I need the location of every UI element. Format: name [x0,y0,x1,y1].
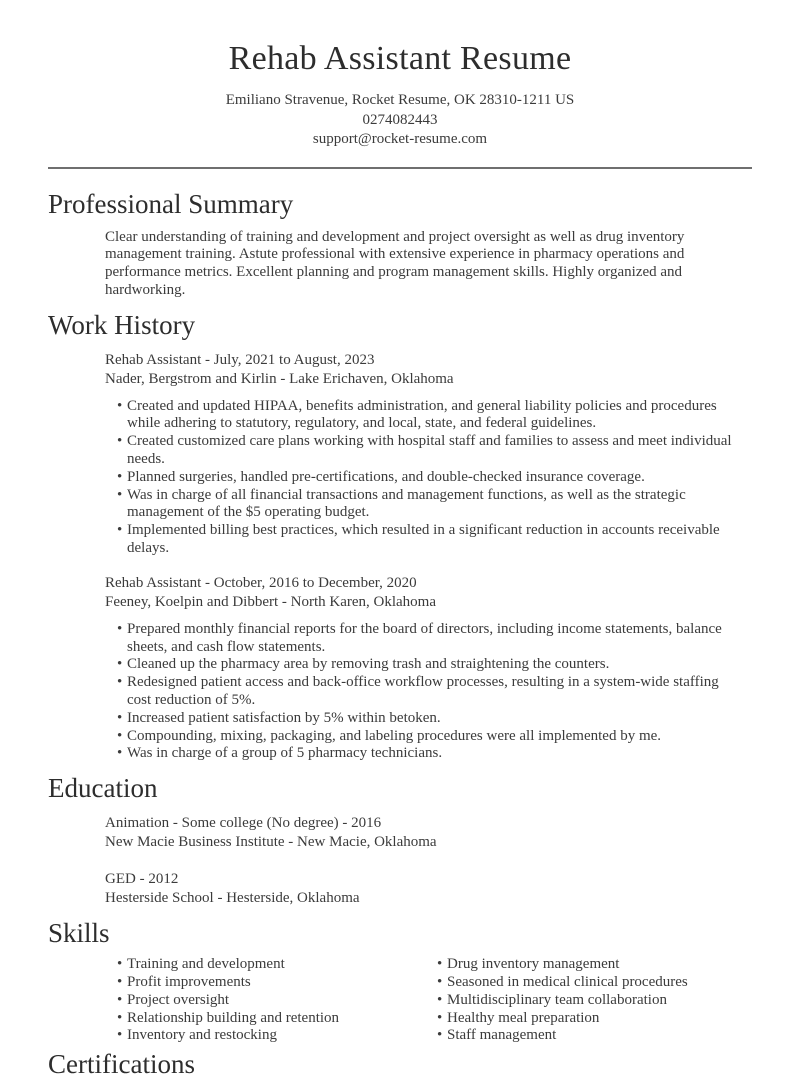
header-divider [48,167,752,169]
education-entry [105,870,752,908]
page-title: Rehab Assistant Resume [228,40,572,77]
contact-phone: 0274082443 [362,111,438,128]
skill-item: • Profit improvements [117,974,437,992]
job-header [105,351,752,389]
job-bullet: • Increased patient satisfaction by 5% within betoken. [117,710,742,728]
skill-item: • Multidisciplinary team collaboration [437,992,688,1010]
job-bullet: • Implemented billing best practices, which resulted in a significant reduction in accounts receivable delays. [117,522,742,558]
education-entry [105,814,752,852]
skill-item: • Staff management [437,1027,688,1045]
professional-summary-heading: Professional Summary [48,188,294,219]
education-school-line: New Macie Business Institute - New Macie, Oklahoma [105,834,437,851]
certifications-heading: Certifications [48,1049,195,1079]
education-heading: Education [48,773,158,804]
job-company-line: Nader, Bergstrom and Kirlin - Lake Erichaven, Oklahoma [105,370,454,387]
job-bullet-list [117,621,752,763]
section-education [48,773,752,908]
job-header [105,574,752,612]
job-company-line: Feeney, Koelpin and Dibbert - North Karen, Oklahoma [105,593,437,610]
job-bullet: • Was in charge of a group of 5 pharmacy technicians. [117,745,742,763]
job-bullet: • Compounding, mixing, packaging, and labeling procedures were all implemented by me. [117,728,742,746]
job-entry [48,351,752,558]
skill-item: • Training and development [117,956,437,974]
skill-item: • Drug inventory management [437,956,688,974]
skills-columns [48,956,752,1045]
job-bullet: • Prepared monthly financial reports for the board of directors, including income statements, balance sheets, and cash flow statements. [117,621,742,657]
section-skills [48,918,752,1045]
education-degree-line: GED - 2012 [105,871,179,888]
skill-item: • Inventory and restocking [117,1027,437,1045]
work-history-heading: Work History [48,309,196,340]
skills-left-column [117,956,437,1045]
professional-summary-text: Clear understanding of training and development and project oversight as well as drug inventory management training. Astute professional with extensive experience in pharmacy operations and performance metrics. Excellent planning and program management skills. Highly organized and hardworking. [105,228,685,298]
job-bullet: • Cleaned up the pharmacy area by removing trash and straightening the counters. [117,656,742,674]
skills-right-column [437,956,688,1045]
section-professional-summary [48,189,752,300]
education-school-line: Hesterside School - Hesterside, Oklahoma [105,890,360,907]
job-bullet: • Was in charge of all financial transactions and management functions, as well as the strategic management of the $5 operating budget. [117,487,742,523]
resume-header [48,38,752,150]
job-title-line: Rehab Assistant - July, 2021 to August, 2023 [105,351,375,368]
job-bullet: • Planned surgeries, handled pre-certifications, and double-checked insurance coverage. [117,469,742,487]
skill-item: • Healthy meal preparation [437,1010,688,1028]
section-certifications [48,1049,752,1079]
contact-block [48,91,752,150]
skill-item: • Relationship building and retention [117,1010,437,1028]
skill-item: • Project oversight [117,992,437,1010]
job-bullet-list [117,398,752,558]
skill-item: • Seasoned in medical clinical procedures [437,974,688,992]
contact-email: support@rocket-resume.com [312,131,488,147]
job-bullet: • Created and updated HIPAA, benefits administration, and general liability policies and procedures while adhering to statutory, regulatory, and local, state, and federal guidelines. [117,398,742,434]
skills-heading: Skills [48,918,110,949]
section-work-history [48,310,752,764]
job-bullet: • Redesigned patient access and back-office workflow processes, resulting in a system-wide staffing cost reduction of 5%. [117,674,742,710]
job-bullet: • Created customized care plans working with hospital staff and families to assess and meet individual needs. [117,433,742,469]
job-entry [48,574,752,763]
job-title-line: Rehab Assistant - October, 2016 to December, 2020 [105,574,417,591]
contact-address: Emiliano Stravenue, Rocket Resume, OK 28310-1211 US [225,92,575,108]
education-degree-line: Animation - Some college (No degree) - 2016 [105,815,382,832]
resume-document [0,38,800,1079]
